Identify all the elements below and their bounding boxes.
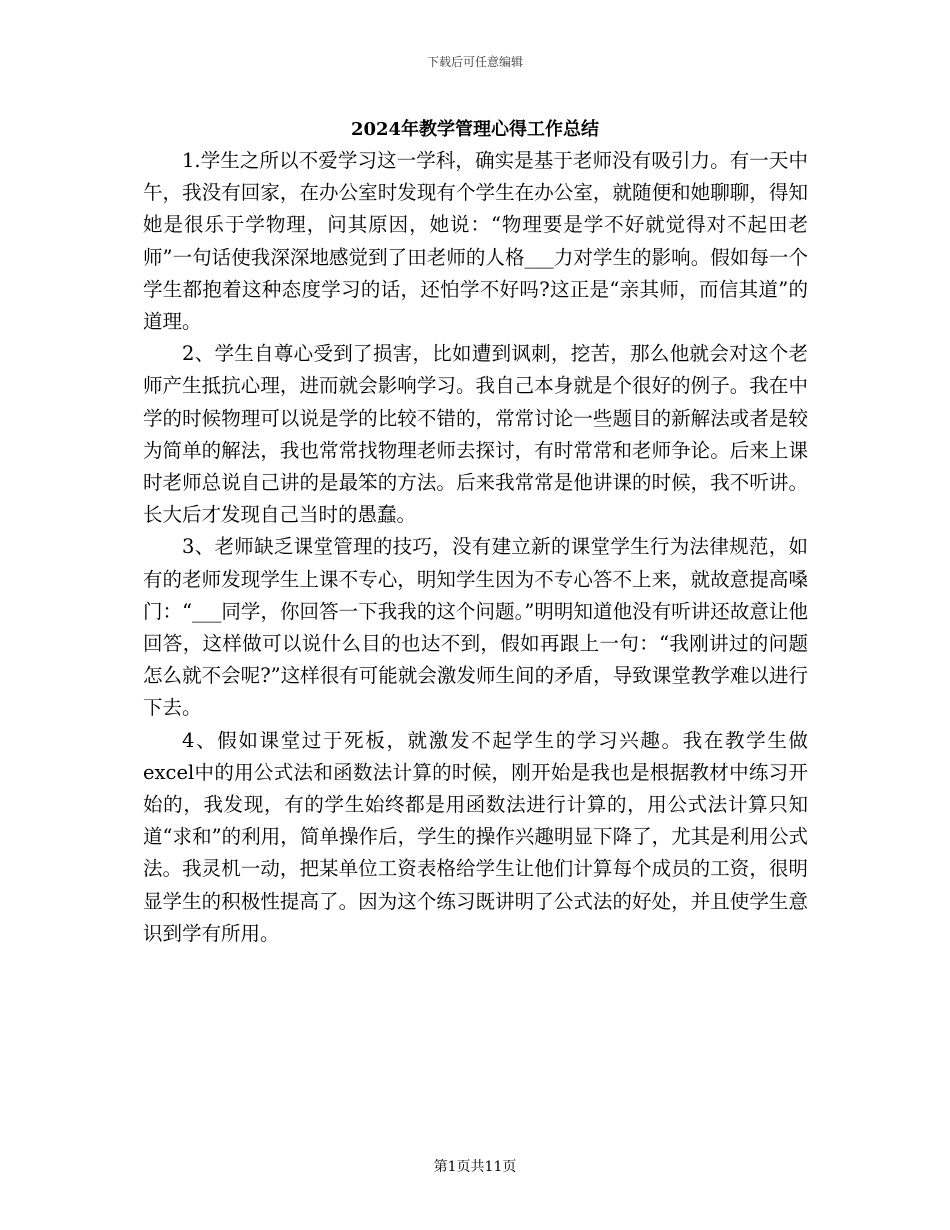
document-title: 2024年教学管理心得工作总结	[350, 119, 600, 140]
paragraph-4: 4、假如课堂过于死板，就激发不起学生的学习兴趣。我在教学生做excel中的用公式法和函数法计算的时候，刚开始是我也是根据教材中练习开始的，我发现，有的学生始终都是用函数法进行计算的，用公式法计算只知道“求和”的利用，简单操作后，学生的操作兴趣明显下降了，尤其是利用公式法。我灵机一动，把某单位工资表格给学生让他们计算每个成员的工资，很明显学生的积极性提高了。因为这个练习既讲明了公式法的好处，并且使学生意识到学有所用。	[143, 728, 808, 945]
paragraph-2: 2、学生自尊心受到了损害，比如遭到讽刺，挖苦，那么他就会对这个老师产生抵抗心理，进而就会影响学习。我自己本身就是个很好的例子。我在中学的时候物理可以说是学的比较不错的，常常讨论一些题目的新解法或者是较为简单的解法，我也常常找物理老师去探讨，有时常常和老师争论。后来上课时老师总说自己讲的是最笨的方法。后来我常常是他讲课的时候，我不听讲。长大后才发现自己当时的愚蠢。	[143, 342, 808, 527]
paragraph-3: 3、老师缺乏课堂管理的技巧，没有建立新的课堂学生行为法律规范，如有的老师发现学生上课不专心，明知学生因为不专心答不上来，就故意提高嗓门：“___同学，你回答一下我我的这个问题。”明明知道他没有听讲还故意让他回答，这样做可以说什么目的也达不到，假如再跟上一句：“我刚讲过的问题怎么就不会呢?”这样很有可能就会激发师生间的矛盾，导致课堂教学难以进行下去。	[143, 535, 808, 720]
paragraph-1: 1.学生之所以不爱学习这一学科，确实是基于老师没有吸引力。有一天中午，我没有回家，在办公室时发现有个学生在办公室，就随便和她聊聊，得知她是很乐于学物理，问其原因，她说：“物理要是学不好就觉得对不起田老师”一句话使我深深地感觉到了田老师的人格___力对学生的影响。假如每一个学生都抱着这种态度学习的话，还怕学不好吗?这正是“亲其师，而信其道”的道理。	[143, 149, 808, 334]
header-note: 下载后可任意编辑	[426, 55, 523, 69]
page-number: 第1页共11页	[433, 1159, 517, 1175]
document-body	[143, 145, 808, 950]
